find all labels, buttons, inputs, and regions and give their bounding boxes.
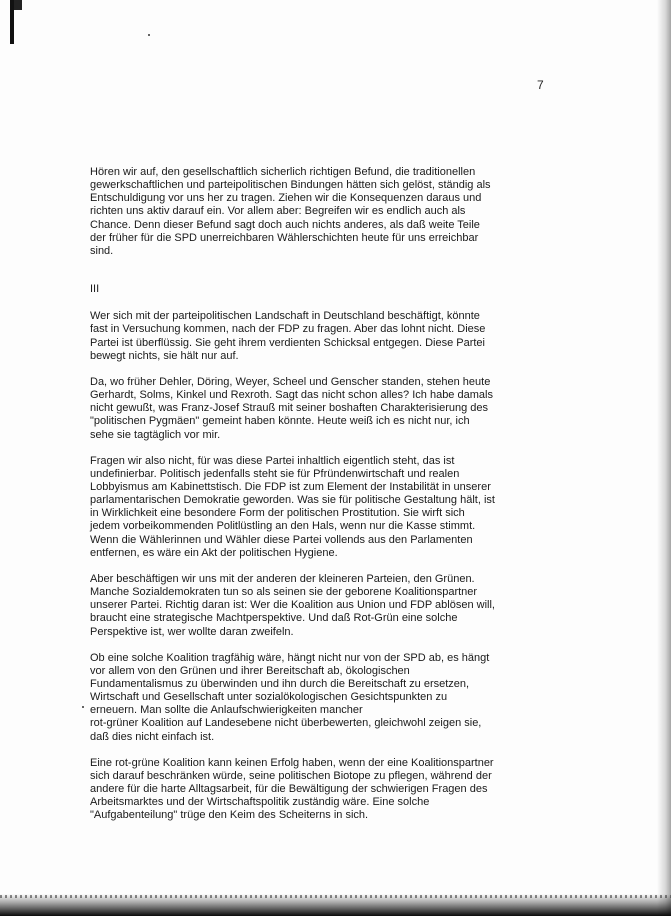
text-line: Partei ist überflüssig. Sie geht ihrem verdienten Schicksal entgegen. Diese Partei — [90, 336, 485, 349]
text-line: Wenn die Wählerinnen und Wähler diese Partei vollends aus den Parlamenten — [90, 533, 473, 546]
text-line: entfernen, es wäre ein Akt der politischen Hygiene. — [90, 546, 338, 559]
paragraph — [90, 757, 525, 823]
text-line: parlamentarischen Demokratie geworden. Was sie für politische Gestaltung hält, ist — [90, 494, 495, 507]
text-line: sind. — [90, 244, 114, 257]
paragraph — [90, 652, 525, 744]
text-line: Ob eine solche Koalition tragfähig wäre, hängt nicht nur von der SPD ab, es hängt — [90, 651, 490, 664]
page-number: 7 — [537, 78, 544, 92]
text-line: gewerkschaftlichen und parteipolitischen Bindungen hätten sich gelöst, ständig als — [90, 179, 491, 192]
text-line: erneuern. Man sollte die Anlaufschwierigkeiten mancher — [90, 704, 363, 717]
text-line: sich darauf beschränken würde, seine politischen Biotope zu pflegen, während der — [90, 769, 492, 782]
scan-speck — [82, 706, 84, 708]
text-line: andere für die harte Alltagsarbeit, für die Bewältigung der schwierigen Fragen des — [90, 783, 488, 796]
text-line: Eine rot-grüne Koalition kann keinen Erfolg haben, wenn der eine Koalitionspartner — [90, 756, 494, 769]
text-line: vor allem von den Grünen und ihrer Bereitschaft ab, ökologischen — [90, 664, 410, 677]
text-line: richten uns aktiv darauf ein. Vor allem aber: Begreifen wir es endlich auch als — [90, 205, 466, 218]
text-line: "Aufgabenteilung" trüge den Keim des Scheiterns in sich. — [90, 809, 369, 822]
paragraph — [90, 455, 525, 560]
text-line: bewegt nichts, sie hält nur auf. — [90, 349, 239, 362]
paragraphs-before-heading — [90, 166, 525, 258]
text-line: Da, wo früher Dehler, Döring, Weyer, Scheel und Genscher standen, stehen heute — [90, 375, 491, 388]
text-line: Arbeitsmarktes und der Wirtschaftspolitik zuständig wäre. Eine solche — [90, 796, 430, 809]
text-line: der früher für die SPD unerreichbaren Wählerschichten heute für uns erreichbar — [90, 231, 479, 244]
text-line: Wirtschaft und Gesellschaft unter sozialökologischen Gesichtspunkten zu — [90, 691, 448, 704]
scan-bottom-edge — [0, 894, 671, 916]
text-line: daß dies nicht einfach ist. — [90, 730, 215, 743]
text-line: Lobbyismus am Kabinettstisch. Die FDP ist zum Element der Instabilität in unserer — [90, 480, 491, 493]
text-line: Chance. Denn dieser Befund sagt doch auch nichts anderes, als daß weite Teile — [90, 218, 480, 231]
text-line: braucht eine strategische Machtperspektive. Und daß Rot-Grün eine solche — [90, 612, 458, 625]
paragraph — [90, 376, 525, 442]
text-line: Manche Sozialdemokraten tun so als seinen sie der geborene Koalitionspartner — [90, 586, 478, 599]
text-line: Aber beschäftigen wir uns mit der anderen der kleineren Parteien, den Grünen. — [90, 572, 475, 585]
scan-right-shadow — [657, 0, 671, 916]
text-line: nicht gewußt, was Franz-Josef Strauß mit seiner boshaften Charakterisierung des — [90, 402, 489, 415]
paragraph — [90, 573, 525, 639]
text-line: Perspektive ist, wer wollte daran zweifeln. — [90, 625, 294, 638]
text-line: undefinierbar. Politisch jedenfalls steht sie für Pfründenwirtschaft und realen — [90, 467, 460, 480]
document-body — [90, 166, 525, 836]
text-line: Wer sich mit der parteipolitischen Landschaft in Deutschland beschäftigt, könnte — [90, 310, 480, 323]
text-line: in Wirklichkeit eine besondere Form der politischen Prostitution. Sie wirft sich — [90, 507, 465, 520]
text-line: Hören wir auf, den gesellschaftlich sicherlich richtigen Befund, die traditionellen — [90, 166, 476, 178]
text-line: Fundamentalismus zu überwinden und ihn durch die Bereitschaft zu ersetzen, — [90, 678, 470, 690]
text-line: sehe sie tagtäglich vor mir. — [90, 428, 221, 441]
text-line: Entschuldigung vor uns her zu tragen. Ziehen wir die Konsequenzen daraus und — [90, 192, 482, 205]
scan-corner-mark — [14, 0, 22, 10]
paragraphs-after-heading — [90, 310, 525, 822]
text-line: unserer Partei. Richtig daran ist: Wer die Koalition aus Union und FDP ablösen will, — [90, 599, 495, 612]
scan-speck — [148, 34, 150, 36]
text-line: fast in Versuchung kommen, nach der FDP zu fragen. Aber das lohnt nicht. Diese — [90, 323, 486, 336]
paragraph — [90, 310, 525, 363]
text-line: Gerhardt, Solms, Kinkel und Rexroth. Sagt das nicht schon alles? Ich habe damals — [90, 389, 493, 402]
paragraph — [90, 166, 525, 258]
text-line: rot-grüner Koalition auf Landesebene nicht überbewerten, gleichwohl zeigen sie, — [90, 717, 482, 730]
text-line: Fragen wir also nicht, für was diese Partei inhaltlich eigentlich steht, das ist — [90, 454, 455, 467]
section-heading: III — [90, 283, 100, 296]
text-line: "politischen Pygmäen" gemeint haben könnte. Heute weiß ich es nicht nur, ich — [90, 415, 470, 428]
text-line: jedem vorbeikommenden Politlüstling an den Hals, wenn nur die Kasse stimmt. — [90, 520, 476, 533]
